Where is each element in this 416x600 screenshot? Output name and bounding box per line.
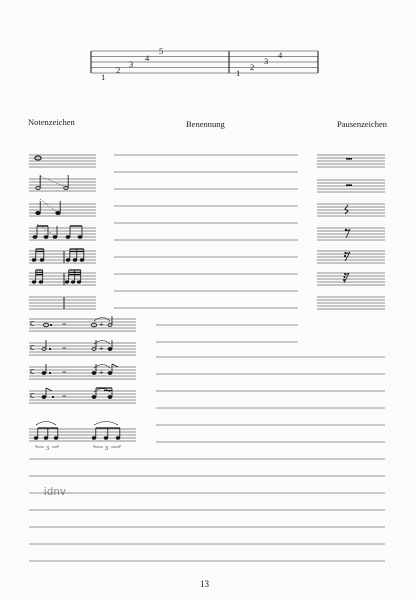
comparison-symbols <box>34 316 120 447</box>
page-number: 13 <box>200 579 209 589</box>
rest-symbols <box>343 158 352 283</box>
finger-number: 1 <box>101 72 106 82</box>
svg-text:+: + <box>99 344 104 353</box>
finger-number: 2 <box>116 65 121 75</box>
svg-text:=: = <box>62 368 67 377</box>
svg-text:=: = <box>62 392 67 401</box>
finger-number: 3 <box>129 59 134 69</box>
comparison-staves <box>29 319 136 441</box>
svg-text:=: = <box>62 320 67 329</box>
triplet-number: 3 <box>46 446 49 452</box>
finger-number: 3 <box>264 56 269 66</box>
time-signature: c <box>30 390 35 401</box>
finger-number: 2 <box>250 62 255 72</box>
triplet-number: 3 <box>105 446 108 452</box>
svg-text:+: + <box>99 320 104 329</box>
rests-staves <box>317 155 385 309</box>
header-notation: Notenzeichen <box>28 117 75 127</box>
header-rests: Pausenzeichen <box>337 119 388 129</box>
lower-writing-lines <box>29 357 385 561</box>
time-signature: c <box>30 366 35 377</box>
svg-text:+: + <box>99 368 104 377</box>
name-writing-lines <box>114 155 298 342</box>
notation-staves <box>29 155 96 309</box>
finger-number: 5 <box>159 46 164 56</box>
finger-number: 4 <box>278 50 283 60</box>
header-name: Benennung <box>186 119 225 129</box>
time-signature: c <box>30 342 35 353</box>
watermark: idnv <box>44 486 67 498</box>
finger-number: 1 <box>236 68 241 78</box>
time-signature: c <box>30 318 35 329</box>
svg-text:=: = <box>62 344 67 353</box>
notation-symbols <box>32 156 84 285</box>
intro-staff <box>91 51 318 73</box>
finger-number: 4 <box>145 53 150 63</box>
